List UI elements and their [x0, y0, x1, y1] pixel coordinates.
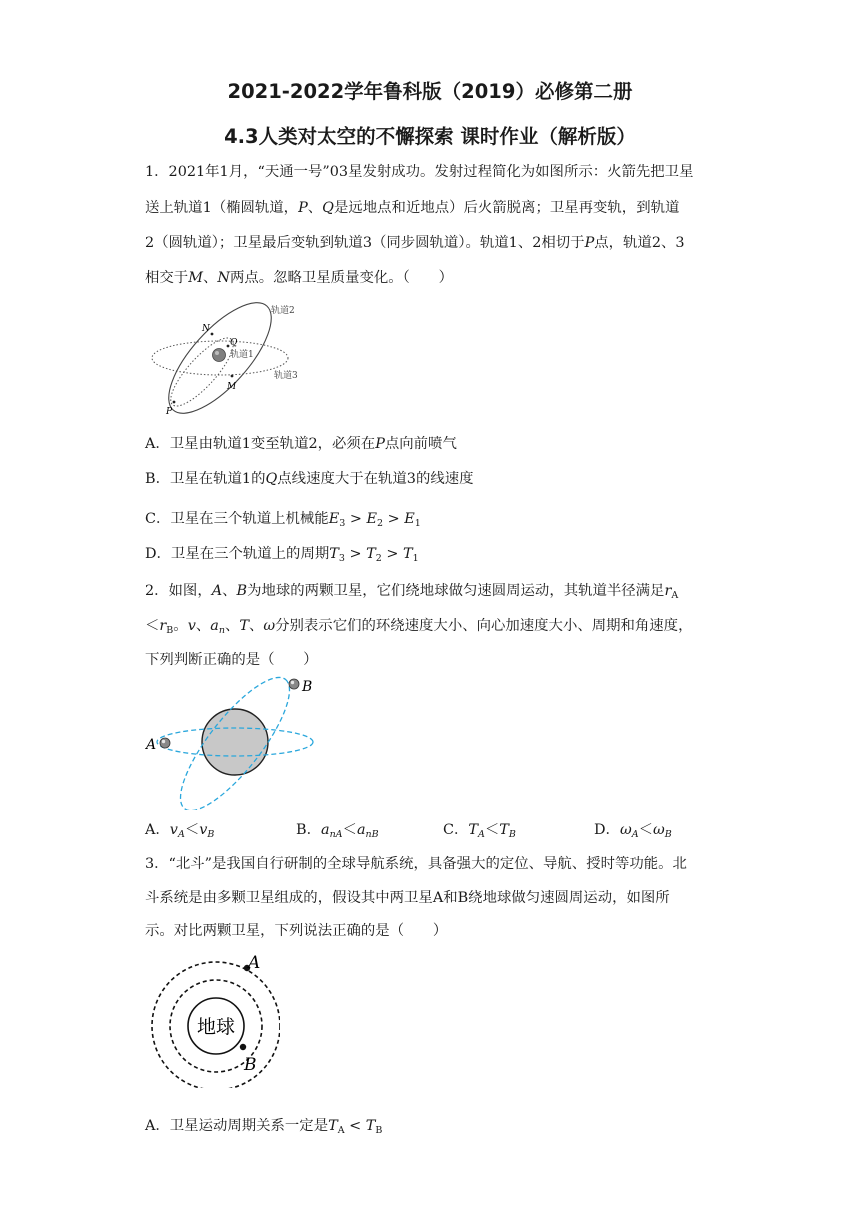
q1-line2: 送上轨道1（椭圆轨道，P、Q是远地点和近地点）后火箭脱离；卫星再变轨，到轨道 [145, 200, 680, 216]
label-orbit3: 轨道3 [274, 371, 298, 381]
q2-satellite-diagram [140, 672, 330, 810]
doc-title-line1: 2021-2022学年鲁科版（2019）必修第二册 [227, 80, 633, 103]
satellite-a-icon [160, 738, 170, 748]
earth-icon [213, 349, 226, 362]
label-orbit2: 轨道2 [271, 306, 295, 316]
q1-line1: 1．2021年1月，“天通一号”03星发射成功。发射过程简化为如图所示：火箭先把卫星 [145, 164, 694, 180]
satellite-b-icon [240, 1044, 246, 1050]
q1-orbit-diagram [140, 300, 330, 422]
label-n: N [202, 324, 210, 334]
q2-option-c: C．$T_A<T_B$ [443, 822, 516, 840]
q3-option-a: A．卫星运动周期关系一定是$T_A < T_B$ [145, 1118, 383, 1136]
q3-line3: 示。对比两颗卫星，下列说法正确的是（ ） [145, 923, 448, 939]
doc-title-line2: 4.3人类对太空的不懈探索 课时作业（解析版） [224, 125, 636, 148]
satellite-b-icon [289, 679, 299, 689]
q2-line3: 下列判断正确的是（ ） [145, 652, 318, 668]
point-p-icon [173, 401, 176, 404]
earth-icon [202, 709, 268, 775]
label-m: M [227, 382, 237, 392]
satellite-a-highlight-icon [162, 740, 165, 743]
q2-line1: 2．如图，A、B为地球的两颗卫星，它们绕地球做匀速圆周运动，其轨道半径满足$r_A$ [145, 583, 679, 601]
label-b: B [244, 1055, 257, 1075]
label-a: A [146, 737, 157, 753]
q2-option-a: A．$v_A<v_B$ [145, 822, 215, 840]
q1-line4: 相交于M、N两点。忽略卫星质量变化。（ ） [145, 270, 453, 286]
q2-option-b: B．$a_{nA}<a_{nB}$ [296, 822, 379, 840]
label-p: P [166, 407, 173, 417]
point-n-icon [211, 333, 214, 336]
satellite-b-highlight-icon [291, 681, 294, 684]
label-earth: 地球 [196, 1016, 236, 1038]
q1-line3: 2（圆轨道）；卫星最后变轨到轨道3（同步圆轨道）。轨道1、2相切于P点，轨道2、3 [145, 235, 685, 251]
q3-line2: 斗系统是由多颗卫星组成的，假设其中两卫星A和B绕地球做匀速圆周运动，如图所 [145, 890, 670, 906]
point-q-icon [227, 345, 230, 348]
q2-line2: $<r_B$。v、$a_n$、T、ω分别表示它们的环绕速度大小、向心加速度大小、周期和角速度， [145, 618, 693, 636]
label-b: B [302, 679, 313, 695]
q1-option-d: D．卫星在三个轨道上的周期$T_3 > T_2 > T_1$ [145, 546, 419, 564]
q1-option-c: C．卫星在三个轨道上机械能$E_3 > E_2 > E_1$ [145, 511, 421, 529]
label-q: Q [230, 338, 238, 348]
q2-option-d: D．$\omega_A<\omega_B$ [594, 822, 672, 840]
q1-option-b: B．卫星在轨道1的Q点线速度大于在轨道3的线速度 [145, 471, 474, 487]
q1-option-a: A．卫星由轨道1变至轨道2，必须在P点向前喷气 [145, 436, 457, 452]
earth-highlight-icon [215, 351, 219, 355]
q3-orbit-diagram [140, 948, 280, 1088]
q3-line1: 3．“北斗”是我国自行研制的全球导航系统，具备强大的定位、导航、授时等功能。北 [145, 856, 687, 872]
label-a: A [248, 953, 261, 973]
label-orbit1: 轨道1 [230, 350, 254, 360]
point-m-icon [231, 375, 234, 378]
